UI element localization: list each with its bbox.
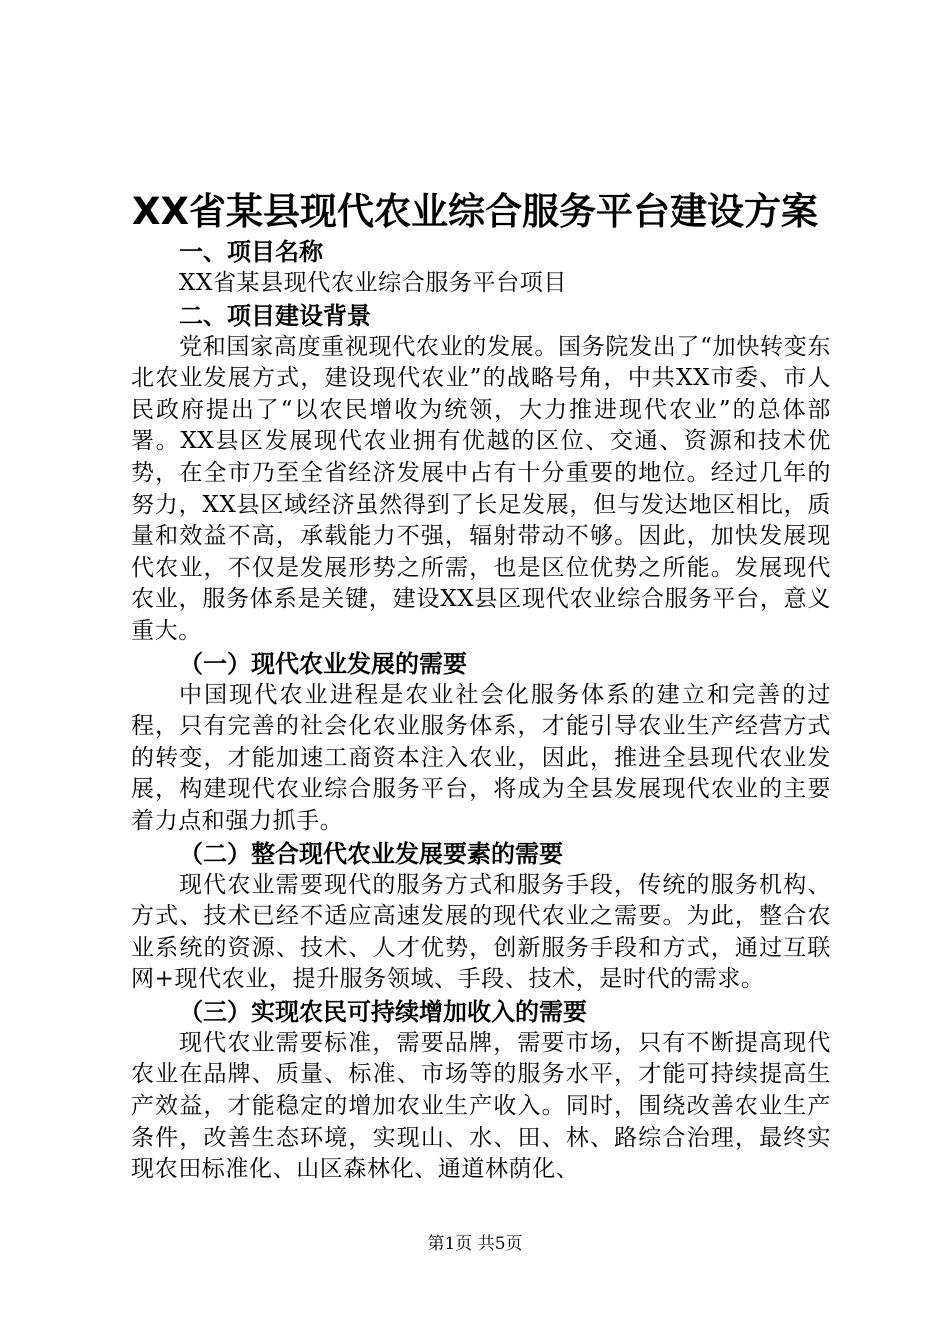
- section-heading-project-name: 一、项目名称: [179, 238, 323, 266]
- section-heading-background: 二、项目建设背景: [179, 301, 371, 330]
- document-title: XX省某县现代农业综合服务平台建设方案: [131, 190, 819, 233]
- subsection-heading-modern-agriculture: （一）现代农业发展的需要: [179, 649, 467, 678]
- subsection-text-modern-agriculture: 中国现代农业进程是农业社会化服务体系的建立和完善的过程，只有完善的社会化农业服务体系，才能引导农业生产经营方式的转变，才能加速工商资本注入农业，因此，推进全县现代农业发展，构建现代农业综合服务平台，将成为全县发展现代农业的主要着力点和强力抓手。: [131, 681, 831, 834]
- document-body: [131, 236, 831, 1186]
- subsection-text-integration: 现代农业需要现代的服务方式和服务手段，传统的服务机构、方式、技术已经不适应高速发展的现代农业之需要。为此，整合农业系统的资源、技术、人才优势，创新服务手段和方式，通过互联网+现代农业，提升服务领域、手段、技术，是时代的需求。: [131, 871, 831, 993]
- section-text-background: 党和国家高度重视现代农业的发展。国务院发出了“加快转变东北农业发展方式，建设现代农业”的战略号角，中共XX市委、市人民政府提出了“以农民增收为统领，大力推进现代农业”的总体部署。XX县区发展现代农业拥有优越的区位、交通、资源和技术优势，在全市乃至全省经济发展中占有十分重要的地位。经过几年的努力，XX县区域经济虽然得到了长足发展，但与发达地区相比，质量和效益不高，承载能力不强，辐射带动不够。因此，加快发展现代农业，不仅是发展形势之所需，也是区位优势之所能。发展现代农业，服务体系是关键，建设XX县区现代农业综合服务平台，意义重大。: [131, 333, 831, 644]
- subsection-text-farmer-income: 现代农业需要标准，需要品牌，需要市场，只有不断提高现代农业在品牌、质量、标准、市场等的服务水平，才能可持续提高生产效益，才能稳定的增加农业生产收入。同时，围绕改善农业生产条件，改善生态环境，实现山、水、田、林、路综合治理，最终实现农田标准化、山区森林化、通道林荫化、: [131, 1029, 831, 1183]
- subsection-heading-integration: （二）整合现代农业发展要素的需要: [179, 839, 563, 868]
- subsection-heading-farmer-income: （三）实现农民可持续增加收入的需要: [179, 997, 587, 1026]
- section-text-project-name: XX省某县现代农业综合服务平台项目: [179, 270, 567, 296]
- page-footer: 第1页 共5页: [427, 1234, 523, 1254]
